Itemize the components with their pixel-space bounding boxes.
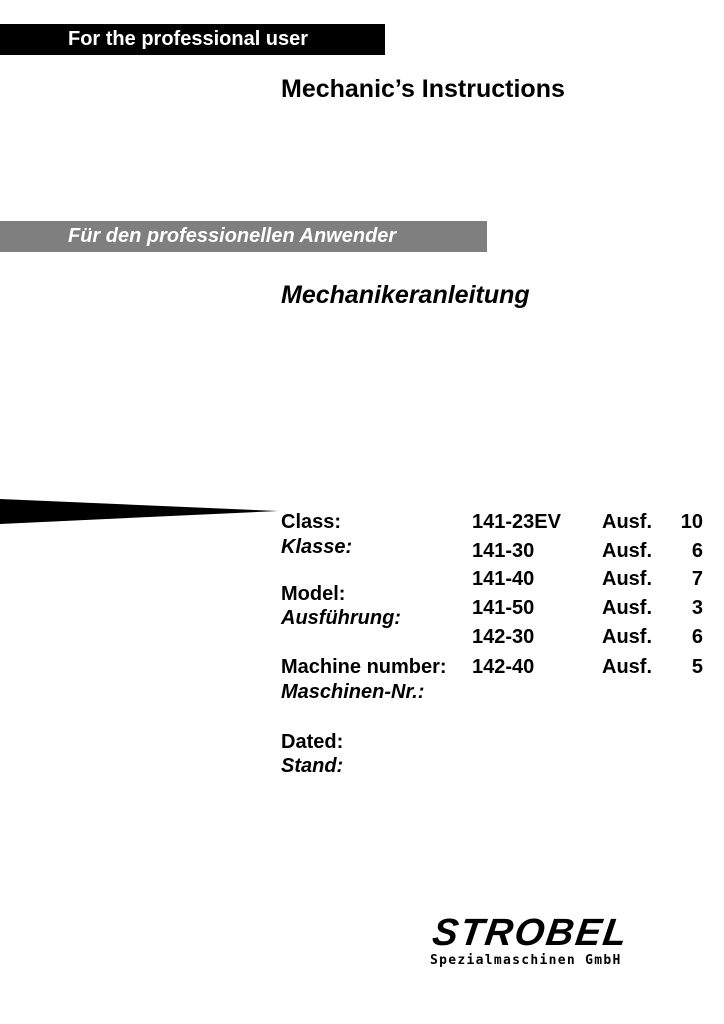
model-class: 141-50 (472, 597, 535, 619)
klasse-label: Klasse: (281, 536, 353, 558)
model-class: 141-40 (472, 568, 535, 590)
banner-english: For the professional user (0, 24, 385, 55)
logo-wordmark: STROBEL (429, 912, 632, 954)
model-ausf: Ausf. (602, 626, 652, 648)
model-class: 141-30 (472, 540, 535, 562)
model-ausf: Ausf. (602, 568, 652, 590)
ausfuehrung-label: Ausführung: (281, 607, 401, 629)
title-english: Mechanic’s Instructions (281, 75, 565, 103)
model-version: 3 (691, 597, 703, 619)
pointer-wedge-icon (0, 496, 280, 526)
model-version: 7 (691, 568, 703, 590)
model-class: 142-40 (472, 656, 535, 678)
dated-label: Dated: (281, 731, 344, 753)
model-version: 10 (680, 511, 703, 533)
machine-number-label: Machine number: (281, 656, 447, 678)
model-ausf: Ausf. (602, 656, 652, 678)
model-version: 6 (691, 626, 703, 648)
banner-german: Für den professionellen Anwender (0, 221, 487, 252)
model-class: 141-23EV (472, 511, 561, 533)
model-version: 6 (691, 540, 703, 562)
stand-label: Stand: (281, 755, 344, 777)
model-label: Model: (281, 583, 346, 605)
model-ausf: Ausf. (602, 511, 652, 533)
model-version: 5 (691, 656, 703, 678)
model-class: 142-30 (472, 626, 535, 648)
strobel-logo (430, 913, 670, 968)
logo-subtitle: Spezialmaschinen GmbH (430, 953, 622, 968)
model-ausf: Ausf. (602, 597, 652, 619)
maschinen-nr-label: Maschinen-Nr.: (281, 681, 425, 703)
model-ausf: Ausf. (602, 540, 652, 562)
title-german: Mechanikeranleitung (281, 281, 530, 309)
class-label: Class: (281, 511, 342, 533)
